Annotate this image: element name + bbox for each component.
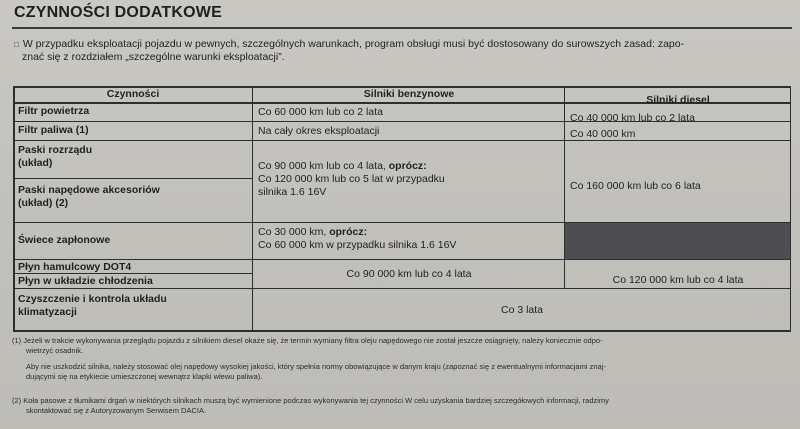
petrol-paski-line-1: Co 90 000 km lub co 4 lata, oprócz: xyxy=(258,160,427,172)
row-line-7 xyxy=(13,288,791,289)
col-divider-2 xyxy=(564,86,565,288)
title-rule xyxy=(12,27,792,29)
row-line-2 xyxy=(13,140,791,141)
footnote-1-note xyxy=(12,362,792,382)
table-border-right xyxy=(790,86,792,331)
footnote-1-line-3: Aby nie uszkodzić silnika, należy stosować olej napędowy wysokiej jakości, który spełnia normy obowiązujące w danym kraju (zapoznać się z ewentualnymi informacjami znaj- xyxy=(26,362,606,371)
footnote-1 xyxy=(12,336,792,356)
row-label-swiece: Świece zapłonowe xyxy=(18,234,111,246)
diesel-plyn: Co 120 000 km lub co 4 lata xyxy=(612,274,744,286)
footnote-2-line-2: skontaktować się z Autoryzowanym Serwisem DACIA. xyxy=(26,406,207,415)
shaded-cell xyxy=(564,223,791,259)
header-czynnosci: Czynności xyxy=(106,88,160,100)
footnote-1-line-2: wietrzyć osadnik. xyxy=(26,346,84,355)
petrol-plyn: Co 90 000 km lub co 4 lata xyxy=(346,268,472,280)
checkbox-bullet-icon: □ xyxy=(14,40,19,49)
diesel-filtr-powietrza: Co 40 000 km lub co 2 lata xyxy=(570,112,695,124)
intro-paragraph xyxy=(14,38,784,64)
row-label-paski-napedowe: Paski napędowe akcesoriów xyxy=(18,184,160,196)
diesel-paski: Co 160 000 km lub co 6 lata xyxy=(570,180,701,192)
col-divider-1 xyxy=(252,86,253,331)
row-label-filtr-paliwa: Filtr paliwa (1) xyxy=(18,124,89,136)
petrol-swiece-line-1: Co 30 000 km, oprócz: xyxy=(258,226,368,238)
diesel-filtr-paliwa: Co 40 000 km xyxy=(570,128,636,140)
row-line-3 xyxy=(13,178,253,179)
header-silniki-benzynowe: Silniki benzynowe xyxy=(363,88,455,100)
row-line-5 xyxy=(13,259,791,260)
row-label-paski-napedowe-uklad: (układ) (2) xyxy=(18,197,69,209)
table-border-left xyxy=(13,86,15,331)
petrol-swiece-line-2: Co 60 000 km w przypadku silnika 1.6 16V xyxy=(258,239,457,251)
row-label-filtr-powietrza: Filtr powietrza xyxy=(18,105,90,117)
footnote-1-line-1: (1) Jeżeli w trakcie wykonywania przeglądu pojazdu z silnikiem diesel okaże się, że termin wymiany filtra oleju napędowego nie został jeszcze osiągnięty, należy koniecznie odpo- xyxy=(12,336,603,345)
row-label-czyszczenie: Czyszczenie i kontrola układu xyxy=(18,293,167,305)
maintenance-table xyxy=(13,86,791,331)
footnote-2-line-1: (2) Koła pasowe z tłumikami drgań w niektórych silnikach muszą być wymienione podczas wykonywania tej czynności W celu uzyskania bardziej szczegółowych informacji, radzimy xyxy=(12,396,609,405)
row-label-paski-rozrzadu: Paski rozrządu xyxy=(18,144,93,156)
footnote-2 xyxy=(12,396,792,416)
petrol-paski-line-3: silnika 1.6 16V xyxy=(258,186,327,198)
row-label-plyn-chlodzenia: Płyn w układzie chłodzenia xyxy=(18,275,153,287)
row-label-klimatyzacji: klimatyzacji xyxy=(18,306,77,318)
page-title: CZYNNOŚCI DODATKOWE xyxy=(14,4,222,21)
row-label-plyn-hamulcowy: Płyn hamulcowy DOT4 xyxy=(18,261,132,273)
row-line-4 xyxy=(13,222,791,223)
table-border-bottom xyxy=(13,330,791,332)
footnote-1-line-4: dującymi się na etykiecie umieszczonej wewnątrz klapki wlewu paliwa). xyxy=(26,372,263,381)
row-label-paski-rozrzadu-uklad: (układ) xyxy=(18,157,53,169)
klimatyzacja-value: Co 3 lata xyxy=(500,304,544,316)
petrol-filtr-paliwa: Na cały okres eksploatacji xyxy=(258,125,380,137)
header-silniki-diesel: Silniki diesel xyxy=(646,94,710,106)
petrol-paski-line-2: Co 120 000 km lub co 5 lat w przypadku xyxy=(258,173,445,185)
intro-line-2: znać się z rozdziałem „szczególne warunki eksploatacji”. xyxy=(22,51,285,63)
intro-line-1: □ W przypadku eksploatacji pojazdu w pewnych, szczególnych warunkach, program obsługi musi być dostosowany do surowszych zasad: zapo- xyxy=(14,38,685,50)
petrol-filtr-powietrza: Co 60 000 km lub co 2 lata xyxy=(258,106,383,118)
